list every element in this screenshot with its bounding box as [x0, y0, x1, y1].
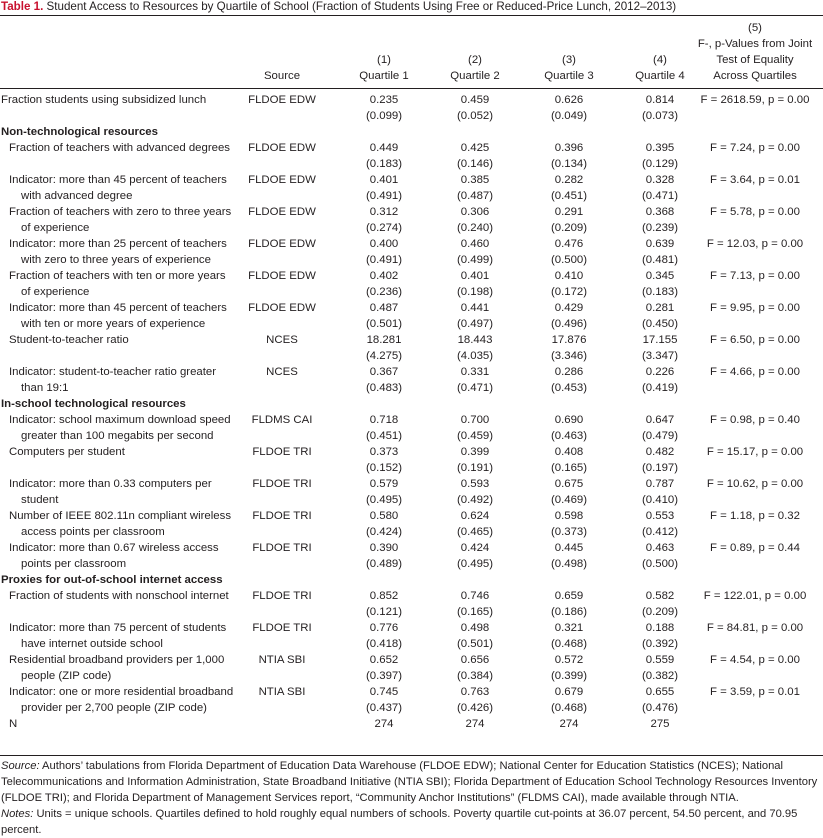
mean-q3: 0.429 — [554, 302, 584, 314]
sd-q4: (0.392) — [641, 638, 679, 650]
col4-header: Quartile 4 — [635, 70, 685, 82]
mean-q4: 0.281 — [645, 302, 675, 314]
sd-q1: (0.418) — [365, 638, 403, 650]
sd-q1: (0.501) — [365, 318, 403, 330]
col5-header-line2: F-, p-Values from Joint — [697, 38, 813, 50]
mean-q2: 0.498 — [460, 622, 490, 634]
sd-q1: (0.437) — [365, 702, 403, 714]
row-label: Indicator: more than 45 percent of teachers — [9, 302, 227, 314]
sd-q1: (0.491) — [365, 190, 403, 202]
sd-q3: (0.498) — [550, 558, 588, 570]
sd-q2: (0.499) — [456, 254, 494, 266]
joint-test-value: F = 0.89, p = 0.44 — [710, 542, 800, 554]
sd-q3: (0.399) — [550, 670, 588, 682]
joint-test-value: F = 7.13, p = 0.00 — [710, 270, 800, 282]
row-label: than 19:1 — [21, 382, 69, 394]
mean-q4: 0.368 — [645, 206, 675, 218]
mean-q4: 0.814 — [645, 94, 675, 106]
sd-q2: (0.146) — [456, 158, 494, 170]
row-source: NCES — [266, 366, 298, 378]
mean-q2: 0.401 — [460, 270, 490, 282]
col3-header: Quartile 3 — [544, 70, 594, 82]
mean-q2: 0.306 — [460, 206, 490, 218]
joint-test-value: F = 0.98, p = 0.40 — [710, 414, 800, 426]
mean-q2: 0.424 — [460, 542, 490, 554]
mean-q3: 0.321 — [554, 622, 584, 634]
sd-q4: (0.183) — [641, 286, 679, 298]
sd-q2: (0.487) — [456, 190, 494, 202]
row-label: of experience — [21, 286, 90, 298]
mean-q3: 0.626 — [554, 94, 584, 106]
row-label: with ten or more years of experience — [21, 318, 206, 330]
col5-header-line1: (5) — [748, 22, 762, 34]
sd-q3: (0.451) — [550, 190, 588, 202]
mean-q4: 0.655 — [645, 686, 675, 698]
sd-q3: (0.500) — [550, 254, 588, 266]
sd-q4: (0.410) — [641, 494, 679, 506]
row-source: NTIA SBI — [258, 686, 306, 698]
sd-q2: (0.198) — [456, 286, 494, 298]
row-label: Fraction students using subsidized lunch — [1, 94, 207, 106]
joint-test-value: F = 5.78, p = 0.00 — [710, 206, 800, 218]
source-note-text: Authors’ tabulations from Florida Department of Education Data Warehouse (FLDOE EDW); National Center for Education Statistics (NCES); National Telecommunications and Information Administration, State Broadband Initiative (NTIA SBI); Florida Department of Education School Technology Resources Inventory (FLDOE TRI); and Florida Department of Management Services report, “Community Anchor Institutions” (FLDMS CAI), made available through NTIA. — [1, 760, 818, 804]
mean-q2: 0.746 — [460, 590, 490, 602]
mean-q3: 0.572 — [554, 654, 584, 666]
row-source: FLDOE EDW — [248, 302, 316, 314]
mean-q2: 0.331 — [460, 366, 490, 378]
table-label: Table 1. — [1, 0, 44, 13]
mean-q1: 0.373 — [369, 446, 399, 458]
sd-q3: (0.165) — [550, 462, 588, 474]
sd-q4: (0.500) — [641, 558, 679, 570]
header-rule — [0, 88, 823, 89]
mean-q2: 0.460 — [460, 238, 490, 250]
sd-q4: (0.476) — [641, 702, 679, 714]
joint-test-value: F = 6.50, p = 0.00 — [710, 334, 800, 346]
mean-q4: 0.553 — [645, 510, 675, 522]
mean-q4: 0.482 — [645, 446, 675, 458]
joint-test-value: F = 4.54, p = 0.00 — [710, 654, 800, 666]
sd-q2: (0.191) — [456, 462, 494, 474]
mean-q4: 0.345 — [645, 270, 675, 282]
mean-q4: 0.463 — [645, 542, 675, 554]
joint-test-value: F = 1.18, p = 0.32 — [710, 510, 800, 522]
mean-q2: 0.700 — [460, 414, 490, 426]
sd-q2: (0.492) — [456, 494, 494, 506]
mean-q1: 0.367 — [369, 366, 399, 378]
mean-q2: 0.425 — [460, 142, 490, 154]
sd-q3: (0.453) — [550, 382, 588, 394]
mean-q1: 0.852 — [369, 590, 399, 602]
section-heading: Non-technological resources — [1, 126, 158, 138]
mean-q3: 0.679 — [554, 686, 584, 698]
sd-q1: (0.099) — [365, 110, 403, 122]
sd-q3: (0.209) — [550, 222, 588, 234]
sd-q1: (0.451) — [365, 430, 403, 442]
col2-number: (2) — [468, 54, 482, 66]
table-footnote — [1, 758, 821, 838]
sd-q1: (0.121) — [365, 606, 403, 618]
mean-q3: 0.396 — [554, 142, 584, 154]
row-label: people (ZIP code) — [21, 670, 112, 682]
mean-q3: 0.410 — [554, 270, 584, 282]
row-label: points per classroom — [21, 558, 127, 570]
sd-q1: (0.424) — [365, 526, 403, 538]
mean-q1: 0.400 — [369, 238, 399, 250]
sd-q1: (0.491) — [365, 254, 403, 266]
sd-q3: (0.186) — [550, 606, 588, 618]
table-title: Student Access to Resources by Quartile of School (Fraction of Students Using Free or Reduced-Price Lunch, 2012–2013) — [46, 0, 677, 13]
mean-q1: 0.487 — [369, 302, 399, 314]
row-source: FLDOE EDW — [248, 270, 316, 282]
row-label: have internet outside school — [21, 638, 163, 650]
row-source: FLDOE TRI — [252, 590, 312, 602]
sd-q1: (0.495) — [365, 494, 403, 506]
mean-q4: 0.787 — [645, 478, 675, 490]
sd-q2: (0.465) — [456, 526, 494, 538]
sd-q2: (0.459) — [456, 430, 494, 442]
col1-header: Quartile 1 — [359, 70, 409, 82]
sd-q4: (0.209) — [641, 606, 679, 618]
sd-q1: (0.183) — [365, 158, 403, 170]
row-source: NCES — [266, 334, 298, 346]
row-label: with advanced degree — [21, 190, 133, 202]
sd-q2: (0.240) — [456, 222, 494, 234]
sd-q4: (0.419) — [641, 382, 679, 394]
joint-test-value: F = 2618.59, p = 0.00 — [700, 94, 810, 106]
n-value-q3: 274 — [559, 718, 579, 730]
mean-q1: 0.235 — [369, 94, 399, 106]
notes-label: Notes: — [1, 808, 34, 820]
row-label: Number of IEEE 802.11n compliant wireless — [9, 510, 232, 522]
sd-q4: (3.347) — [641, 350, 679, 362]
sd-q4: (0.471) — [641, 190, 679, 202]
sd-q2: (0.384) — [456, 670, 494, 682]
joint-test-value: F = 3.64, p = 0.01 — [710, 174, 800, 186]
mean-q1: 0.402 — [369, 270, 399, 282]
mean-q3: 0.675 — [554, 478, 584, 490]
row-label: Residential broadband providers per 1,000 — [9, 654, 225, 666]
row-source: NTIA SBI — [258, 654, 306, 666]
row-label: Fraction of students with nonschool internet — [9, 590, 229, 602]
mean-q2: 0.624 — [460, 510, 490, 522]
mean-q4: 0.582 — [645, 590, 675, 602]
mean-q4: 0.647 — [645, 414, 675, 426]
sd-q4: (0.412) — [641, 526, 679, 538]
mean-q1: 0.390 — [369, 542, 399, 554]
row-label: Indicator: more than 75 percent of students — [9, 622, 227, 634]
joint-test-value: F = 9.95, p = 0.00 — [710, 302, 800, 314]
joint-test-value: F = 84.81, p = 0.00 — [706, 622, 804, 634]
sd-q3: (0.463) — [550, 430, 588, 442]
col2-header: Quartile 2 — [450, 70, 500, 82]
joint-test-value: F = 12.03, p = 0.00 — [706, 238, 804, 250]
sd-q1: (4.275) — [365, 350, 403, 362]
sd-q3: (0.172) — [550, 286, 588, 298]
sd-q3: (0.134) — [550, 158, 588, 170]
sd-q3: (0.468) — [550, 638, 588, 650]
mean-q3: 0.291 — [554, 206, 584, 218]
mean-q1: 0.745 — [369, 686, 399, 698]
mean-q1: 18.281 — [366, 334, 402, 346]
row-label: Fraction of teachers with zero to three years — [9, 206, 232, 218]
mean-q3: 0.445 — [554, 542, 584, 554]
col3-number: (3) — [562, 54, 576, 66]
mean-q3: 17.876 — [551, 334, 587, 346]
sd-q4: (0.481) — [641, 254, 679, 266]
col5-header-line4: Across Quartiles — [713, 70, 797, 82]
row-source: FLDOE TRI — [252, 622, 312, 634]
notes-text: Units = unique schools. Quartiles defined to hold roughly equal numbers of schools. Poverty quartile cut-points at 36.07 percent, 54.50 percent, and 70.95 percent. — [1, 808, 798, 836]
row-source: FLDMS CAI — [251, 414, 313, 426]
row-label: greater than 100 megabits per second — [21, 430, 214, 442]
n-value-q1: 274 — [374, 718, 394, 730]
row-source: FLDOE EDW — [248, 174, 316, 186]
n-value-q4: 275 — [650, 718, 670, 730]
sd-q2: (0.497) — [456, 318, 494, 330]
sd-q2: (0.495) — [456, 558, 494, 570]
n-value-q2: 274 — [465, 718, 485, 730]
joint-test-value: F = 15.17, p = 0.00 — [706, 446, 804, 458]
sd-q3: (0.496) — [550, 318, 588, 330]
mean-q3: 0.598 — [554, 510, 584, 522]
row-source: FLDOE TRI — [252, 478, 312, 490]
sd-q2: (0.052) — [456, 110, 494, 122]
sd-q1: (0.236) — [365, 286, 403, 298]
row-label: Computers per student — [9, 446, 125, 458]
mean-q1: 0.312 — [369, 206, 399, 218]
mean-q4: 0.226 — [645, 366, 675, 378]
sd-q1: (0.274) — [365, 222, 403, 234]
mean-q3: 0.408 — [554, 446, 584, 458]
sd-q4: (0.129) — [641, 158, 679, 170]
joint-test-value: F = 4.66, p = 0.00 — [710, 366, 800, 378]
mean-q2: 0.441 — [460, 302, 490, 314]
row-label: Indicator: student-to-teacher ratio greater — [9, 366, 217, 378]
row-source: FLDOE TRI — [252, 446, 312, 458]
row-label: provider per 2,700 people (ZIP code) — [21, 702, 207, 714]
mean-q2: 0.656 — [460, 654, 490, 666]
sd-q2: (0.501) — [456, 638, 494, 650]
row-label: Indicator: more than 0.67 wireless access — [9, 542, 219, 554]
mean-q1: 0.776 — [369, 622, 399, 634]
sd-q3: (0.468) — [550, 702, 588, 714]
mean-q3: 0.690 — [554, 414, 584, 426]
row-label: Fraction of teachers with advanced degrees — [9, 142, 230, 154]
sd-q4: (0.197) — [641, 462, 679, 474]
sd-q4: (0.479) — [641, 430, 679, 442]
row-source: FLDOE EDW — [248, 142, 316, 154]
joint-test-value: F = 3.59, p = 0.01 — [710, 686, 800, 698]
joint-test-value: F = 7.24, p = 0.00 — [710, 142, 800, 154]
sd-q1: (0.152) — [365, 462, 403, 474]
mean-q4: 0.395 — [645, 142, 675, 154]
sd-q3: (0.049) — [550, 110, 588, 122]
row-source: FLDOE EDW — [248, 94, 316, 106]
section-heading: Proxies for out-of-school internet access — [1, 574, 223, 586]
mean-q1: 0.449 — [369, 142, 399, 154]
mean-q1: 0.652 — [369, 654, 399, 666]
joint-test-value: F = 122.01, p = 0.00 — [703, 590, 807, 602]
source-note-label: Source: — [1, 760, 40, 772]
row-label: of experience — [21, 222, 90, 234]
table-caption — [1, 0, 676, 13]
mean-q1: 0.718 — [369, 414, 399, 426]
sd-q4: (0.382) — [641, 670, 679, 682]
row-label: Student-to-teacher ratio — [9, 334, 129, 346]
mean-q1: 0.401 — [369, 174, 399, 186]
source-header: Source — [263, 70, 301, 82]
sd-q1: (0.397) — [365, 670, 403, 682]
row-label: Indicator: one or more residential broadband — [9, 686, 234, 698]
mean-q3: 0.286 — [554, 366, 584, 378]
row-label: with zero to three years of experience — [21, 254, 211, 266]
sd-q4: (0.073) — [641, 110, 679, 122]
bottom-rule — [0, 755, 823, 756]
top-rule — [0, 15, 823, 16]
col5-header-line3: Test of Equality — [716, 54, 794, 66]
row-label: Indicator: more than 0.33 computers per — [9, 478, 212, 490]
row-source: FLDOE EDW — [248, 238, 316, 250]
mean-q1: 0.579 — [369, 478, 399, 490]
mean-q2: 18.443 — [457, 334, 493, 346]
row-source: FLDOE TRI — [252, 510, 312, 522]
row-label: Fraction of teachers with ten or more years — [9, 270, 226, 282]
row-label: access points per classroom — [21, 526, 165, 538]
row-label: student — [21, 494, 59, 506]
row-source: FLDOE EDW — [248, 206, 316, 218]
mean-q3: 0.282 — [554, 174, 584, 186]
row-label: Indicator: more than 25 percent of teachers — [9, 238, 227, 250]
sd-q1: (0.483) — [365, 382, 403, 394]
sd-q3: (0.373) — [550, 526, 588, 538]
mean-q2: 0.763 — [460, 686, 490, 698]
sd-q3: (0.469) — [550, 494, 588, 506]
mean-q4: 0.188 — [645, 622, 675, 634]
sd-q4: (0.239) — [641, 222, 679, 234]
mean-q2: 0.459 — [460, 94, 490, 106]
sd-q2: (4.035) — [456, 350, 494, 362]
row-label: Indicator: more than 45 percent of teachers — [9, 174, 227, 186]
sd-q3: (3.346) — [550, 350, 588, 362]
joint-test-value: F = 10.62, p = 0.00 — [706, 478, 804, 490]
col4-number: (4) — [653, 54, 667, 66]
mean-q4: 17.155 — [642, 334, 678, 346]
mean-q3: 0.659 — [554, 590, 584, 602]
mean-q2: 0.593 — [460, 478, 490, 490]
section-heading: In-school technological resources — [1, 398, 186, 410]
mean-q2: 0.385 — [460, 174, 490, 186]
sd-q4: (0.450) — [641, 318, 679, 330]
mean-q1: 0.580 — [369, 510, 399, 522]
mean-q3: 0.476 — [554, 238, 584, 250]
sd-q1: (0.489) — [365, 558, 403, 570]
col1-number: (1) — [377, 54, 391, 66]
row-source: FLDOE TRI — [252, 542, 312, 554]
n-label: N — [9, 718, 18, 730]
mean-q2: 0.399 — [460, 446, 490, 458]
sd-q2: (0.165) — [456, 606, 494, 618]
sd-q2: (0.471) — [456, 382, 494, 394]
row-label: Indicator: school maximum download speed — [9, 414, 231, 426]
mean-q4: 0.328 — [645, 174, 675, 186]
mean-q4: 0.639 — [645, 238, 675, 250]
sd-q2: (0.426) — [456, 702, 494, 714]
mean-q4: 0.559 — [645, 654, 675, 666]
